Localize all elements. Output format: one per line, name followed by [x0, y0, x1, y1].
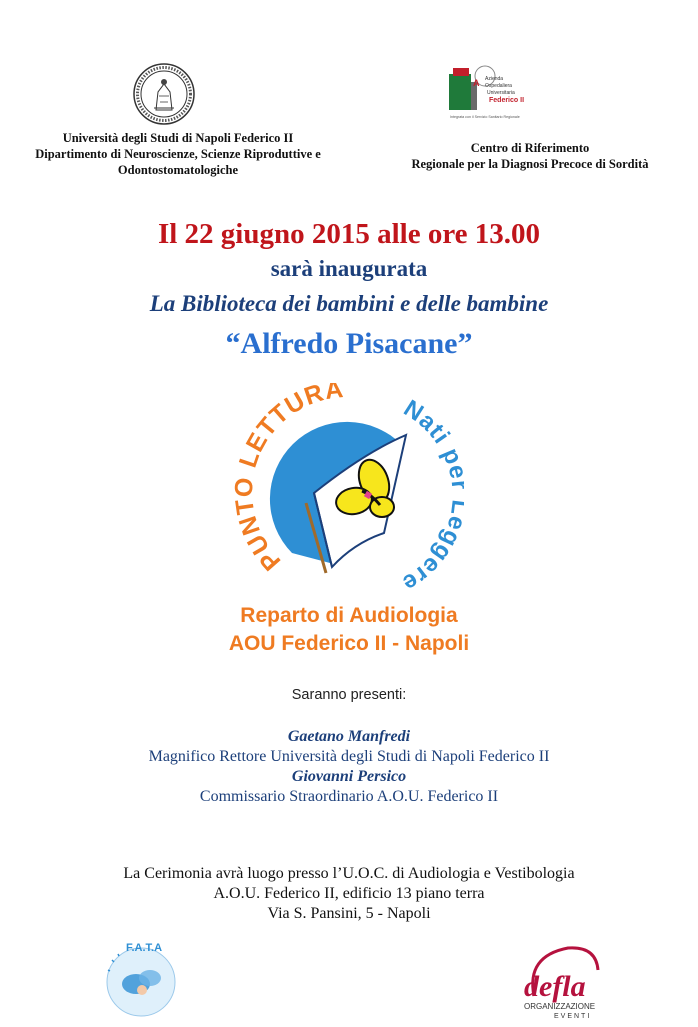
ceremony-location — [0, 864, 698, 924]
aou-logo-letter-a: A — [473, 78, 480, 88]
defla-logo-sub1: ORGANIZZAZIONE — [524, 1002, 596, 1011]
header-left-line: Università degli Studi di Napoli Federico II — [62, 131, 294, 145]
aou-logo-line-4: Federico II — [489, 97, 525, 104]
punto-lettura-logo — [234, 383, 464, 593]
library-dedication: “Alfredo Pisacane” — [225, 327, 473, 360]
aou-logo-line-3: Universitaria — [487, 90, 515, 96]
logo-arc-text-top: PUN LETTURA — [234, 383, 346, 576]
logo-caption-line: AOU Federico II - Napoli — [228, 632, 470, 655]
ceremony-line: La Cerimonia avrà luogo presso l’U.O.C. di Audiologia e Vestibologia — [123, 865, 575, 882]
header-left-line: Odontostomatologiche — [117, 163, 239, 177]
header-right-line: Centro di Riferimento — [470, 141, 590, 155]
aou-federico-logo — [447, 62, 547, 122]
aou-logo-tagline: Integrata con il Servizio Sanitario Regionale — [450, 115, 520, 119]
event-date: Il 22 giugno 2015 alle ore 13.00 — [157, 218, 541, 250]
aou-logo-line-2: Ospedaliera — [485, 83, 512, 89]
logo-caption-line: Reparto di Audiologia — [240, 604, 458, 627]
fata-logo — [98, 938, 184, 1020]
guests-list — [0, 727, 698, 807]
ceremony-line: A.O.U. Federico II, edificio 13 piano terra — [213, 885, 485, 902]
guest-role: Magnifico Rettore Università degli Studi di Napoli Federico II — [148, 748, 550, 765]
header-right-text — [380, 140, 680, 172]
event-subtitle: sarà inaugurata — [270, 256, 428, 281]
guests-intro: Saranno presenti: — [291, 687, 407, 703]
header-left-text — [8, 130, 348, 178]
defla-logo — [516, 942, 606, 1022]
logo-arc-text-side: Nati ggere — [397, 394, 464, 593]
guest-name: Gaetano Manfredi — [287, 728, 411, 745]
header-right-line: Regionale per la Diagnosi Precoce di Sordità — [411, 157, 649, 171]
defla-logo-sub2: EVENTI — [554, 1013, 592, 1020]
defla-logo-text: defla — [524, 970, 586, 1003]
university-seal — [132, 62, 196, 126]
fata-logo-text: F.A.T.A — [126, 942, 163, 954]
logo-caption — [0, 602, 698, 658]
aou-logo-line-1: Azienda — [485, 76, 504, 82]
header-left-line: Dipartimento di Neuroscienze, Scienze Riproduttive e — [35, 147, 321, 161]
ceremony-line: Via S. Pansini, 5 - Napoli — [267, 905, 431, 922]
guest-name: Giovanni Persico — [291, 768, 407, 785]
guest-role: Commissario Straordinario A.O.U. Federico II — [199, 788, 499, 805]
library-name: La Biblioteca dei bambini e delle bambine — [149, 291, 549, 316]
